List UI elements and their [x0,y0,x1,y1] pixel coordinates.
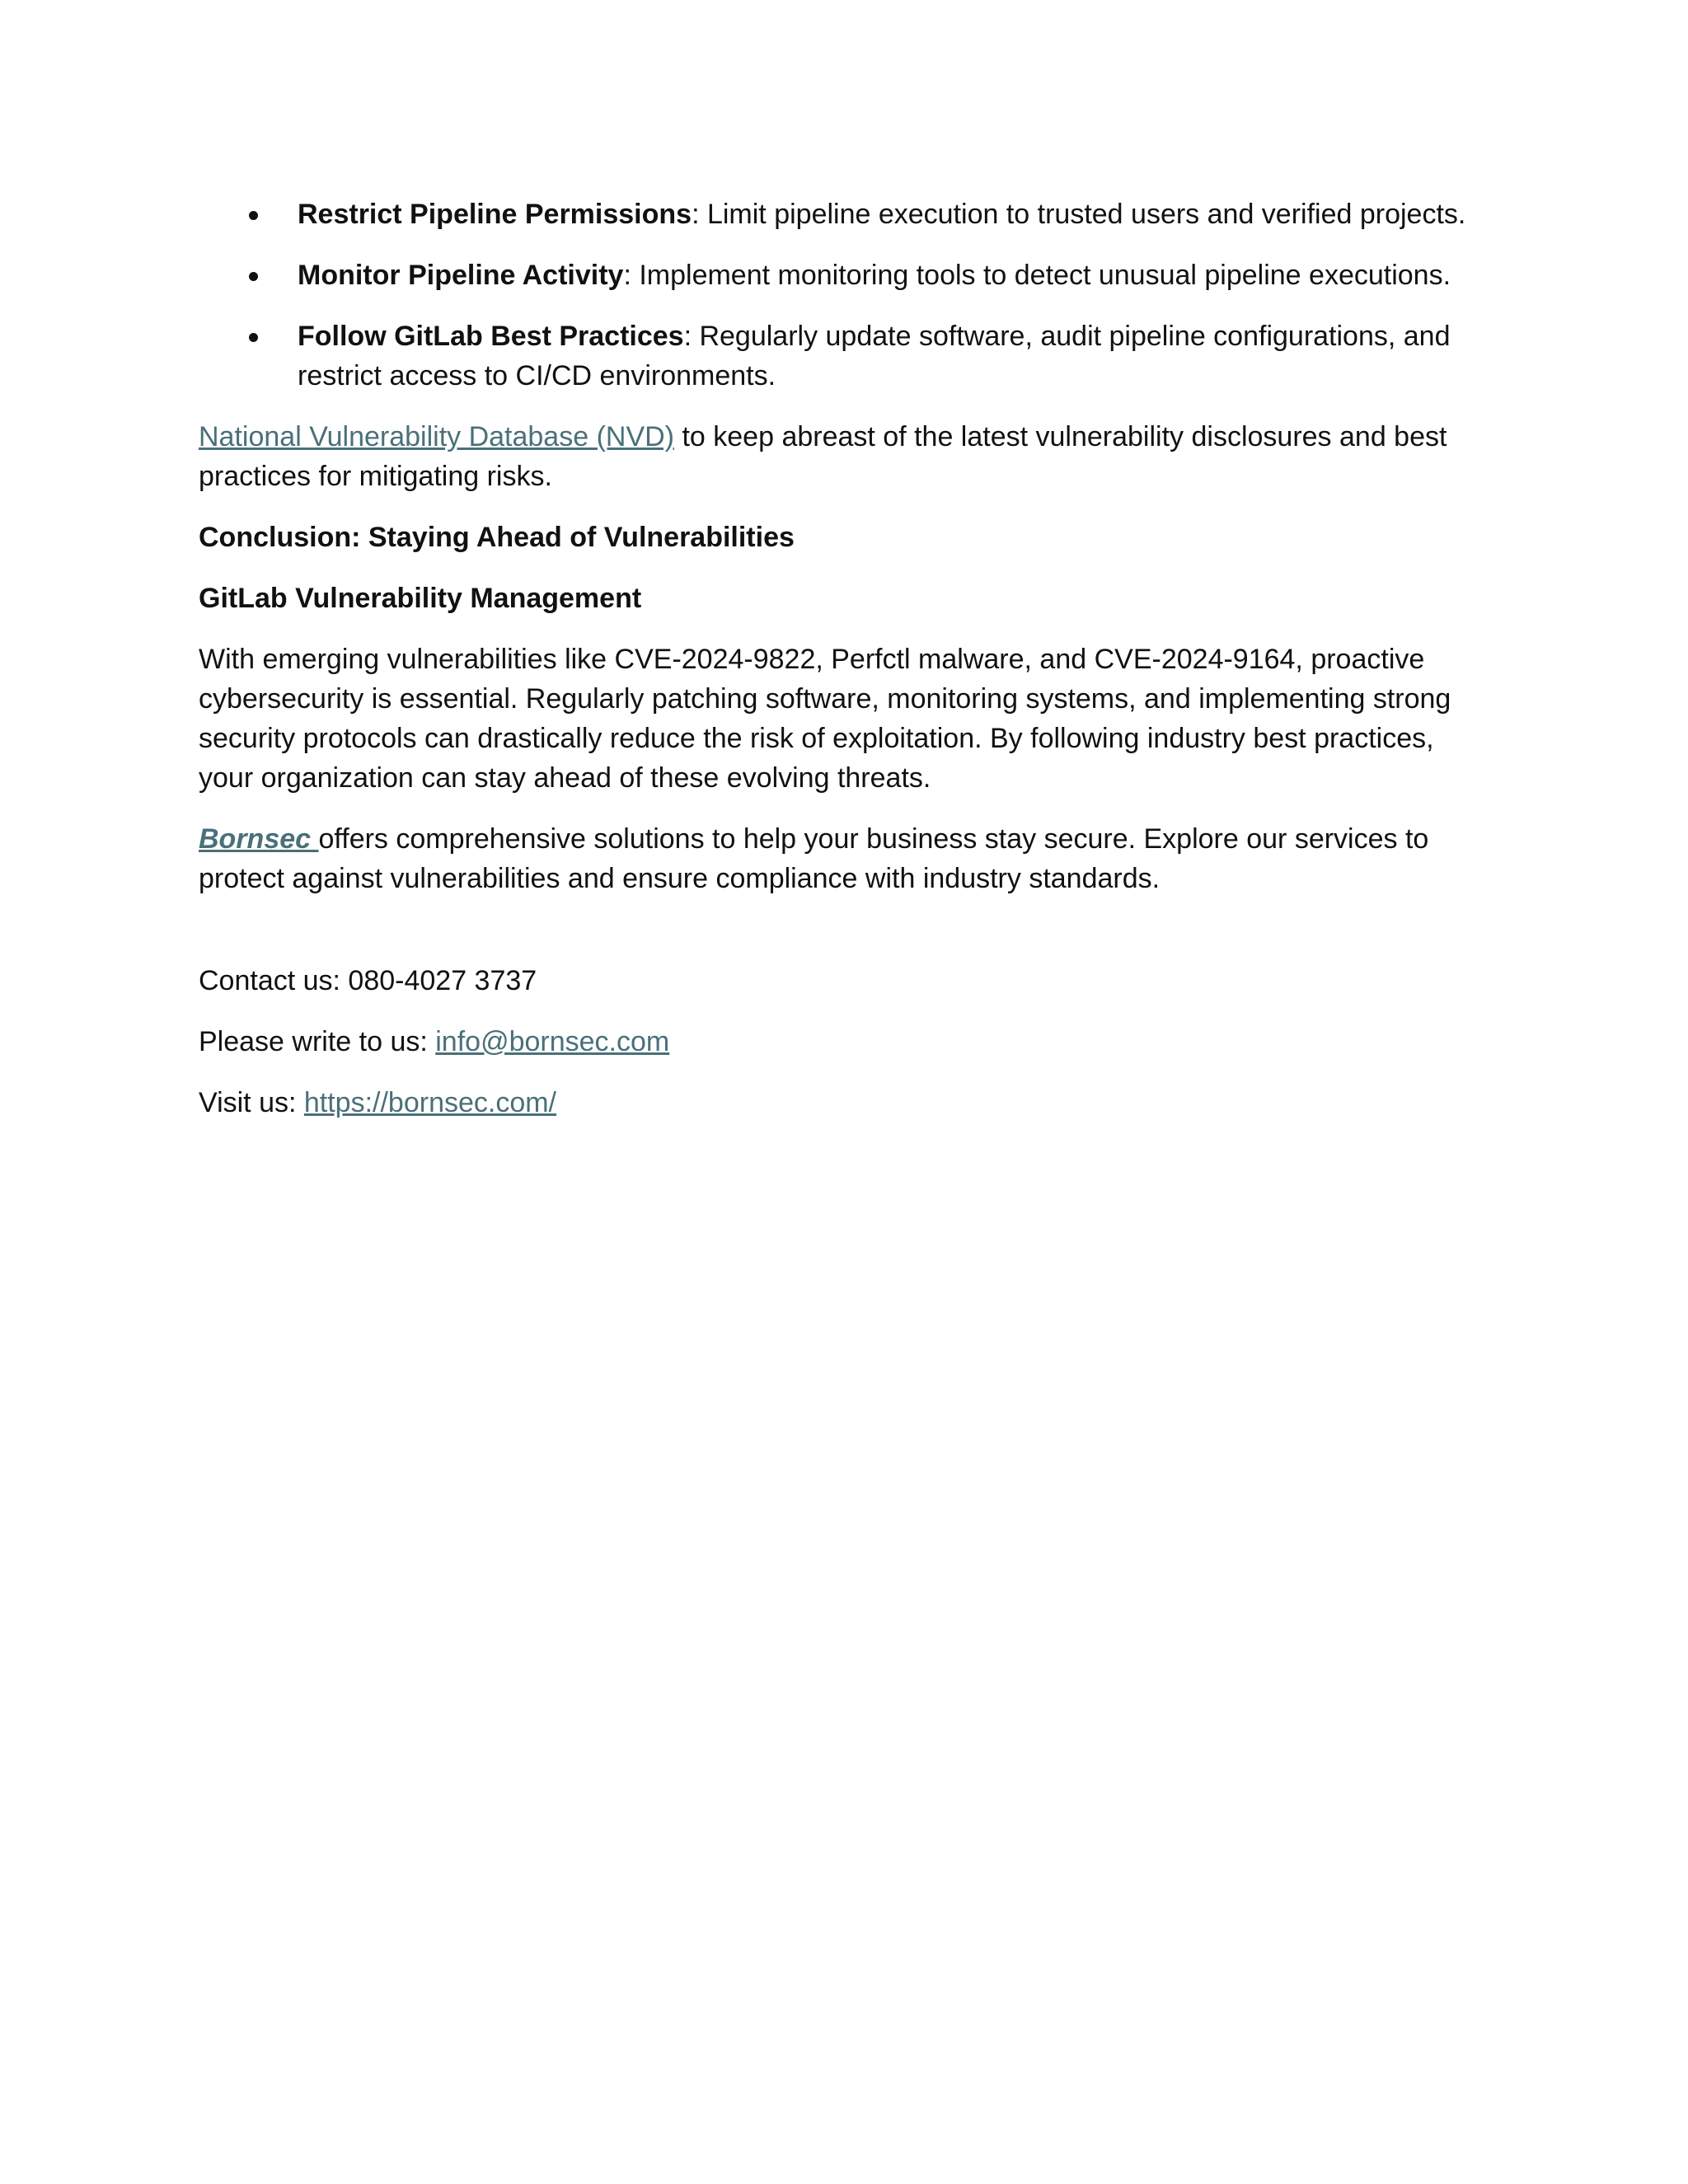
list-item [199,194,1493,234]
bullet-title: Monitor Pipeline Activity [298,260,624,291]
bullet-icon [249,211,258,220]
conclusion-heading: Conclusion: Staying Ahead of Vulnerabilities [199,522,795,553]
bullet-title: Follow GitLab Best Practices [298,321,684,352]
bullet-text: : Limit pipeline execution to trusted users and verified projects. [692,199,1466,230]
bullet-icon [249,272,258,281]
conclusion-paragraph: With emerging vulnerabilities like CVE-2024-9822, Perfctl malware, and CVE-2024-9164, proactive cybersecurity is essential. Regularly patching software, monitoring systems, and implementing strong security protocols can drastically reduce the risk of exploitation. By following industry best practices, your organization can stay ahead of these evolving threats. [199,644,1451,794]
bullet-text: : Implement monitoring tools to detect unusual pipeline executions. [623,260,1451,291]
gitlab-heading: GitLab Vulnerability Management [199,583,642,614]
contact-visit-line [199,1083,1493,1122]
bornsec-text: offers comprehensive solutions to help your business stay secure. Explore our services to protect against vulnerabilities and ensure compliance with industry standards. [199,823,1429,894]
recommendations-list [199,194,1493,396]
website-link[interactable]: https://bornsec.com/ [303,1087,557,1118]
nvd-link[interactable]: National Vulnerability Database (NVD) [199,421,675,452]
email-link[interactable]: info@bornsec.com [435,1026,670,1057]
bullet-text: : Regularly update software, audit pipeline configurations, and restrict access to CI/CD environments. [298,321,1451,391]
list-item [199,316,1493,396]
bullet-title: Restrict Pipeline Permissions [298,199,692,230]
nvd-paragraph [199,417,1493,496]
visit-label: Visit us: [199,1087,304,1118]
spacer [199,920,1493,961]
contact-phone: Contact us: 080-4027 3737 [199,965,537,996]
nvd-text: to keep abreast of the latest vulnerability disclosures and best practices for mitigating risks. [199,421,1447,492]
document-page [199,194,1493,1144]
bullet-icon [249,333,258,342]
list-item [199,255,1493,295]
bornsec-link[interactable]: Bornsec [199,823,319,855]
email-label: Please write to us: [199,1026,436,1057]
contact-email-line [199,1022,1493,1062]
bornsec-paragraph [199,819,1493,898]
